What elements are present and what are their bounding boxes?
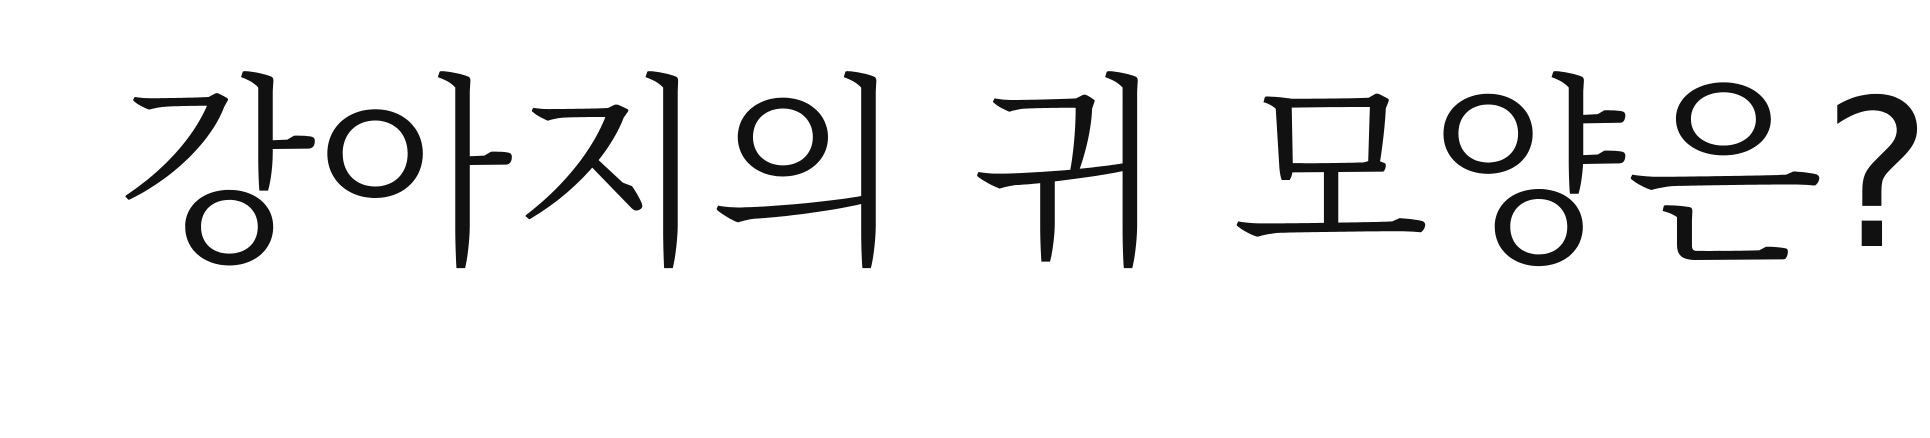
question-heading: 강아지의 귀 모양은? [118,57,1930,295]
